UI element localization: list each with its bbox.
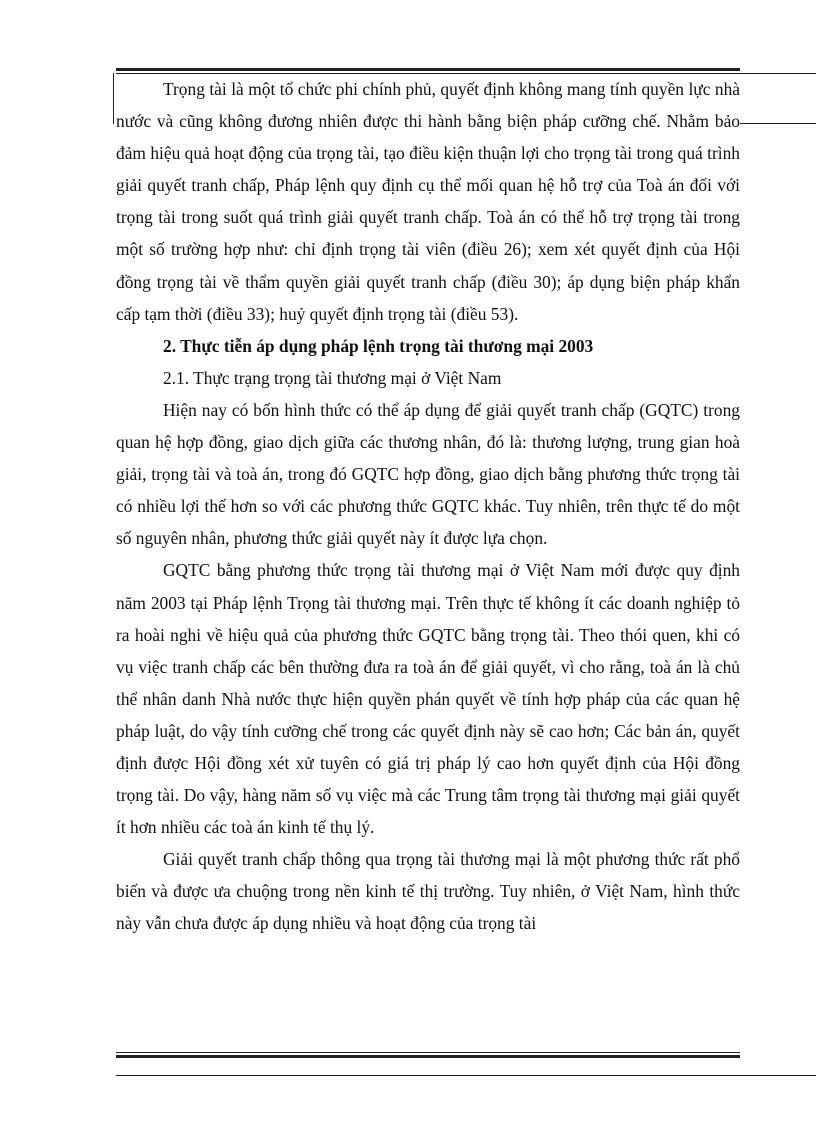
subsection-heading: 2.1. Thực trạng trọng tài thương mại ở Việt Nam <box>163 367 502 388</box>
paragraph-dispute-methods: Hiện nay có bốn hình thức có thể áp dụng để giải quyết tranh chấp (GQTC) trong quan hệ hợp đồng, giao dịch giữa các thương nhân, đó là: thương lượng, trung gian hoà giải, trọng tài và toà án, trong đó GQTC hợp đồng, giao dịch bằng phương thức trọng tài có nhiều lợi thế hơn so với các phương thức GQTC khác. Tuy nhiên, trên thực tế do một số nguyên nhân, phương thức giải quyết này ít được lựa chọn. <box>116 399 740 549</box>
document-body <box>116 73 740 940</box>
header-rule-thick <box>116 68 740 71</box>
paragraph-arbitration-nature: Trọng tài là một tổ chức phi chính phủ, quyết định không mang tính quyền lực nhà nước và cũng không đương nhiên được thi hành bằng biện pháp cưỡng chế. Nhằm bảo đảm hiệu quả hoạt động của trọng tài, tạo điều kiện thuận lợi cho trọng tài trong quá trình giải quyết tranh chấp, Pháp lệnh quy định cụ thể mối quan hệ hỗ trợ của Toà án đối với trọng tài trong suốt quá trình giải quyết tranh chấp. Toà án có thể hỗ trợ trọng tài trong một số trường hợp như: chỉ định trọng tài viên (điều 26); xem xét quyết định của Hội đồng trọng tài về thẩm quyền giải quyết tranh chấp (điều 30); áp dụng biện pháp khẩn cấp tạm thời (điều 33); huỷ quyết định trọng tài (điều 53). <box>116 79 740 324</box>
paragraph-market-economy: Giải quyết tranh chấp thông qua trọng tài thương mại là một phương thức rất phổ biến và được ưa chuộng trong nền kinh tế thị trường. Tuy nhiên, ở Việt Nam, hình thức này vẫn chưa được áp dụng nhiều và hoạt động của trọng tài <box>116 849 740 934</box>
section-heading: 2. Thực tiễn áp dụng pháp lệnh trọng tài thương mại 2003 <box>163 335 594 356</box>
footer-rule-thin-top <box>116 1052 740 1053</box>
footer-rule-thick <box>116 1055 740 1058</box>
paragraph-gqtc-practice: GQTC bằng phương thức trọng tài thương mại ở Việt Nam mới được quy định năm 2003 tại Pháp lệnh Trọng tài thương mại. Trên thực tế không ít các doanh nghiệp tỏ ra hoài nghi về hiệu quả của phương thức GQTC bằng trọng tài. Theo thói quen, khi có vụ việc tranh chấp các bên thường đưa ra toà án để giải quyết, vì cho rằng, toà án là chủ thể nhân danh Nhà nước thực hiện quyền phán quyết về tính hợp pháp của các quan hệ pháp luật, do vậy tính cưỡng chế trong các quyết định này sẽ cao hơn; Các bản án, quyết định được Hội đồng xét xử tuyên có giá trị pháp lý cao hơn quyết định của Hội đồng trọng tài. Do vậy, hàng năm số vụ việc mà các Trung tâm trọng tài thương mại giải quyết ít hơn nhiều các toà án kinh tế thụ lý. <box>116 560 740 838</box>
header-frame-left-edge <box>113 73 114 124</box>
footer-rule-long <box>116 1075 816 1076</box>
header-frame-right-box <box>740 73 816 124</box>
